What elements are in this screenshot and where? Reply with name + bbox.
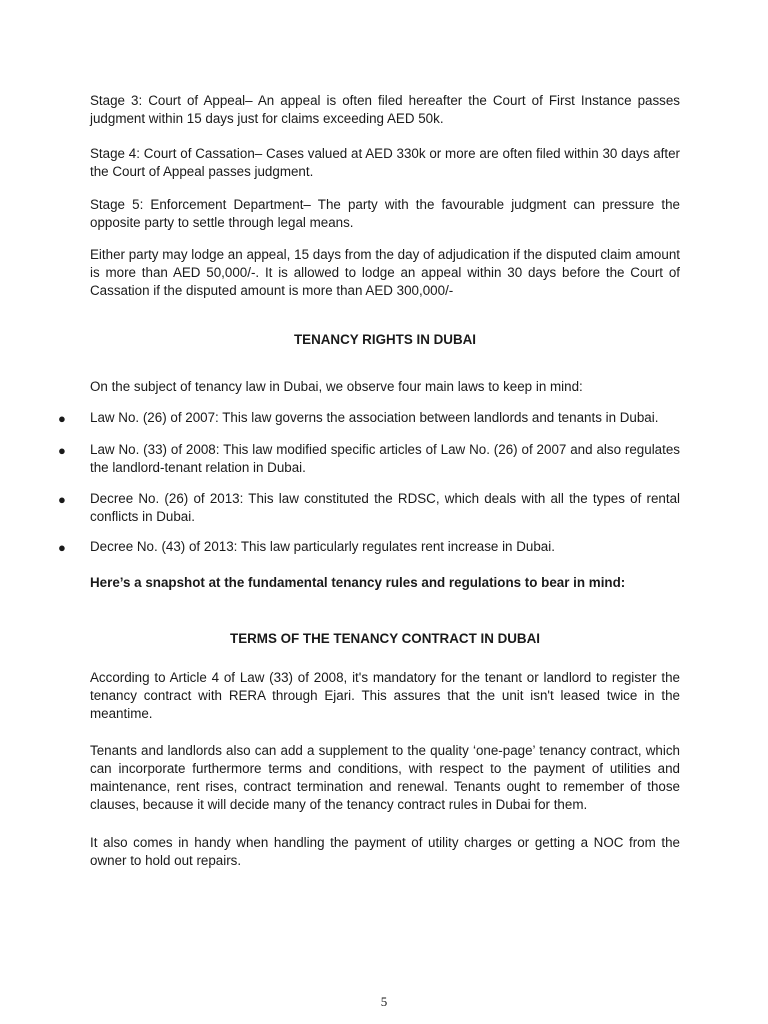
bullet-icon: ● bbox=[58, 492, 66, 507]
bullet-icon: ● bbox=[58, 411, 66, 426]
list-item: Law No. (26) of 2007: This law governs the association between landlords and tenants in Dubai. bbox=[90, 410, 659, 425]
paragraph-appeal: Either party may lodge an appeal, 15 days from the day of adjudication if the disputed claim amount is more than AED 50,000/-. It is allowed to lodge an appeal within 30 days before the Court of Cassation if the disputed amount is more than AED 300,000/- bbox=[90, 247, 680, 298]
paragraph-stage-3: Stage 3: Court of Appeal– An appeal is often filed hereafter the Court of First Instance passes judgment within 15 days just for claims exceeding AED 50k. bbox=[90, 93, 680, 126]
paragraph-tenancy-intro: On the subject of tenancy law in Dubai, we observe four main laws to keep in mind: bbox=[90, 379, 583, 394]
paragraph-utility: It also comes in handy when handling the payment of utility charges or getting a NOC from the owner to hold out repairs. bbox=[90, 835, 680, 868]
paragraph-supplement: Tenants and landlords also can add a supplement to the quality ‘one-page’ tenancy contract, which can incorporate furthermore terms and conditions, with respect to the payment of utilities and maintenance, rent rises, contract termination and renewal. Tenants ought to remember of those clauses, because it will decide many of the tenancy contract rules in Dubai for them. bbox=[90, 743, 680, 812]
paragraph-stage-4: Stage 4: Court of Cassation– Cases valued at AED 330k or more are often filed within 30 days after the Court of Appeal passes judgment. bbox=[90, 146, 680, 179]
paragraph-article-4: According to Article 4 of Law (33) of 2008, it's mandatory for the tenant or landlord to register the tenancy contract with RERA through Ejari. This assures that the unit isn't leased twice in the meantime. bbox=[90, 670, 680, 721]
heading-contract-terms: TERMS OF THE TENANCY CONTRACT IN DUBAI bbox=[230, 631, 540, 646]
paragraph-stage-5: Stage 5: Enforcement Department– The party with the favourable judgment can pressure the opposite party to settle through legal means. bbox=[90, 197, 680, 230]
list-item: Law No. (33) of 2008: This law modified specific articles of Law No. (26) of 2007 and also regulates the landlord-tenant relation in Dubai. bbox=[90, 442, 680, 475]
list-item: Decree No. (43) of 2013: This law particularly regulates rent increase in Dubai. bbox=[90, 539, 555, 554]
bullet-icon: ● bbox=[58, 540, 66, 555]
bullet-icon: ● bbox=[58, 443, 66, 458]
page-number: 5 bbox=[380, 994, 388, 1009]
list-item: Decree No. (26) of 2013: This law constituted the RDSC, which deals with all the types of rental conflicts in Dubai. bbox=[90, 491, 680, 524]
paragraph-snapshot: Here’s a snapshot at the fundamental tenancy rules and regulations to bear in mind: bbox=[90, 575, 626, 590]
heading-tenancy-rights: TENANCY RIGHTS IN DUBAI bbox=[293, 332, 477, 347]
